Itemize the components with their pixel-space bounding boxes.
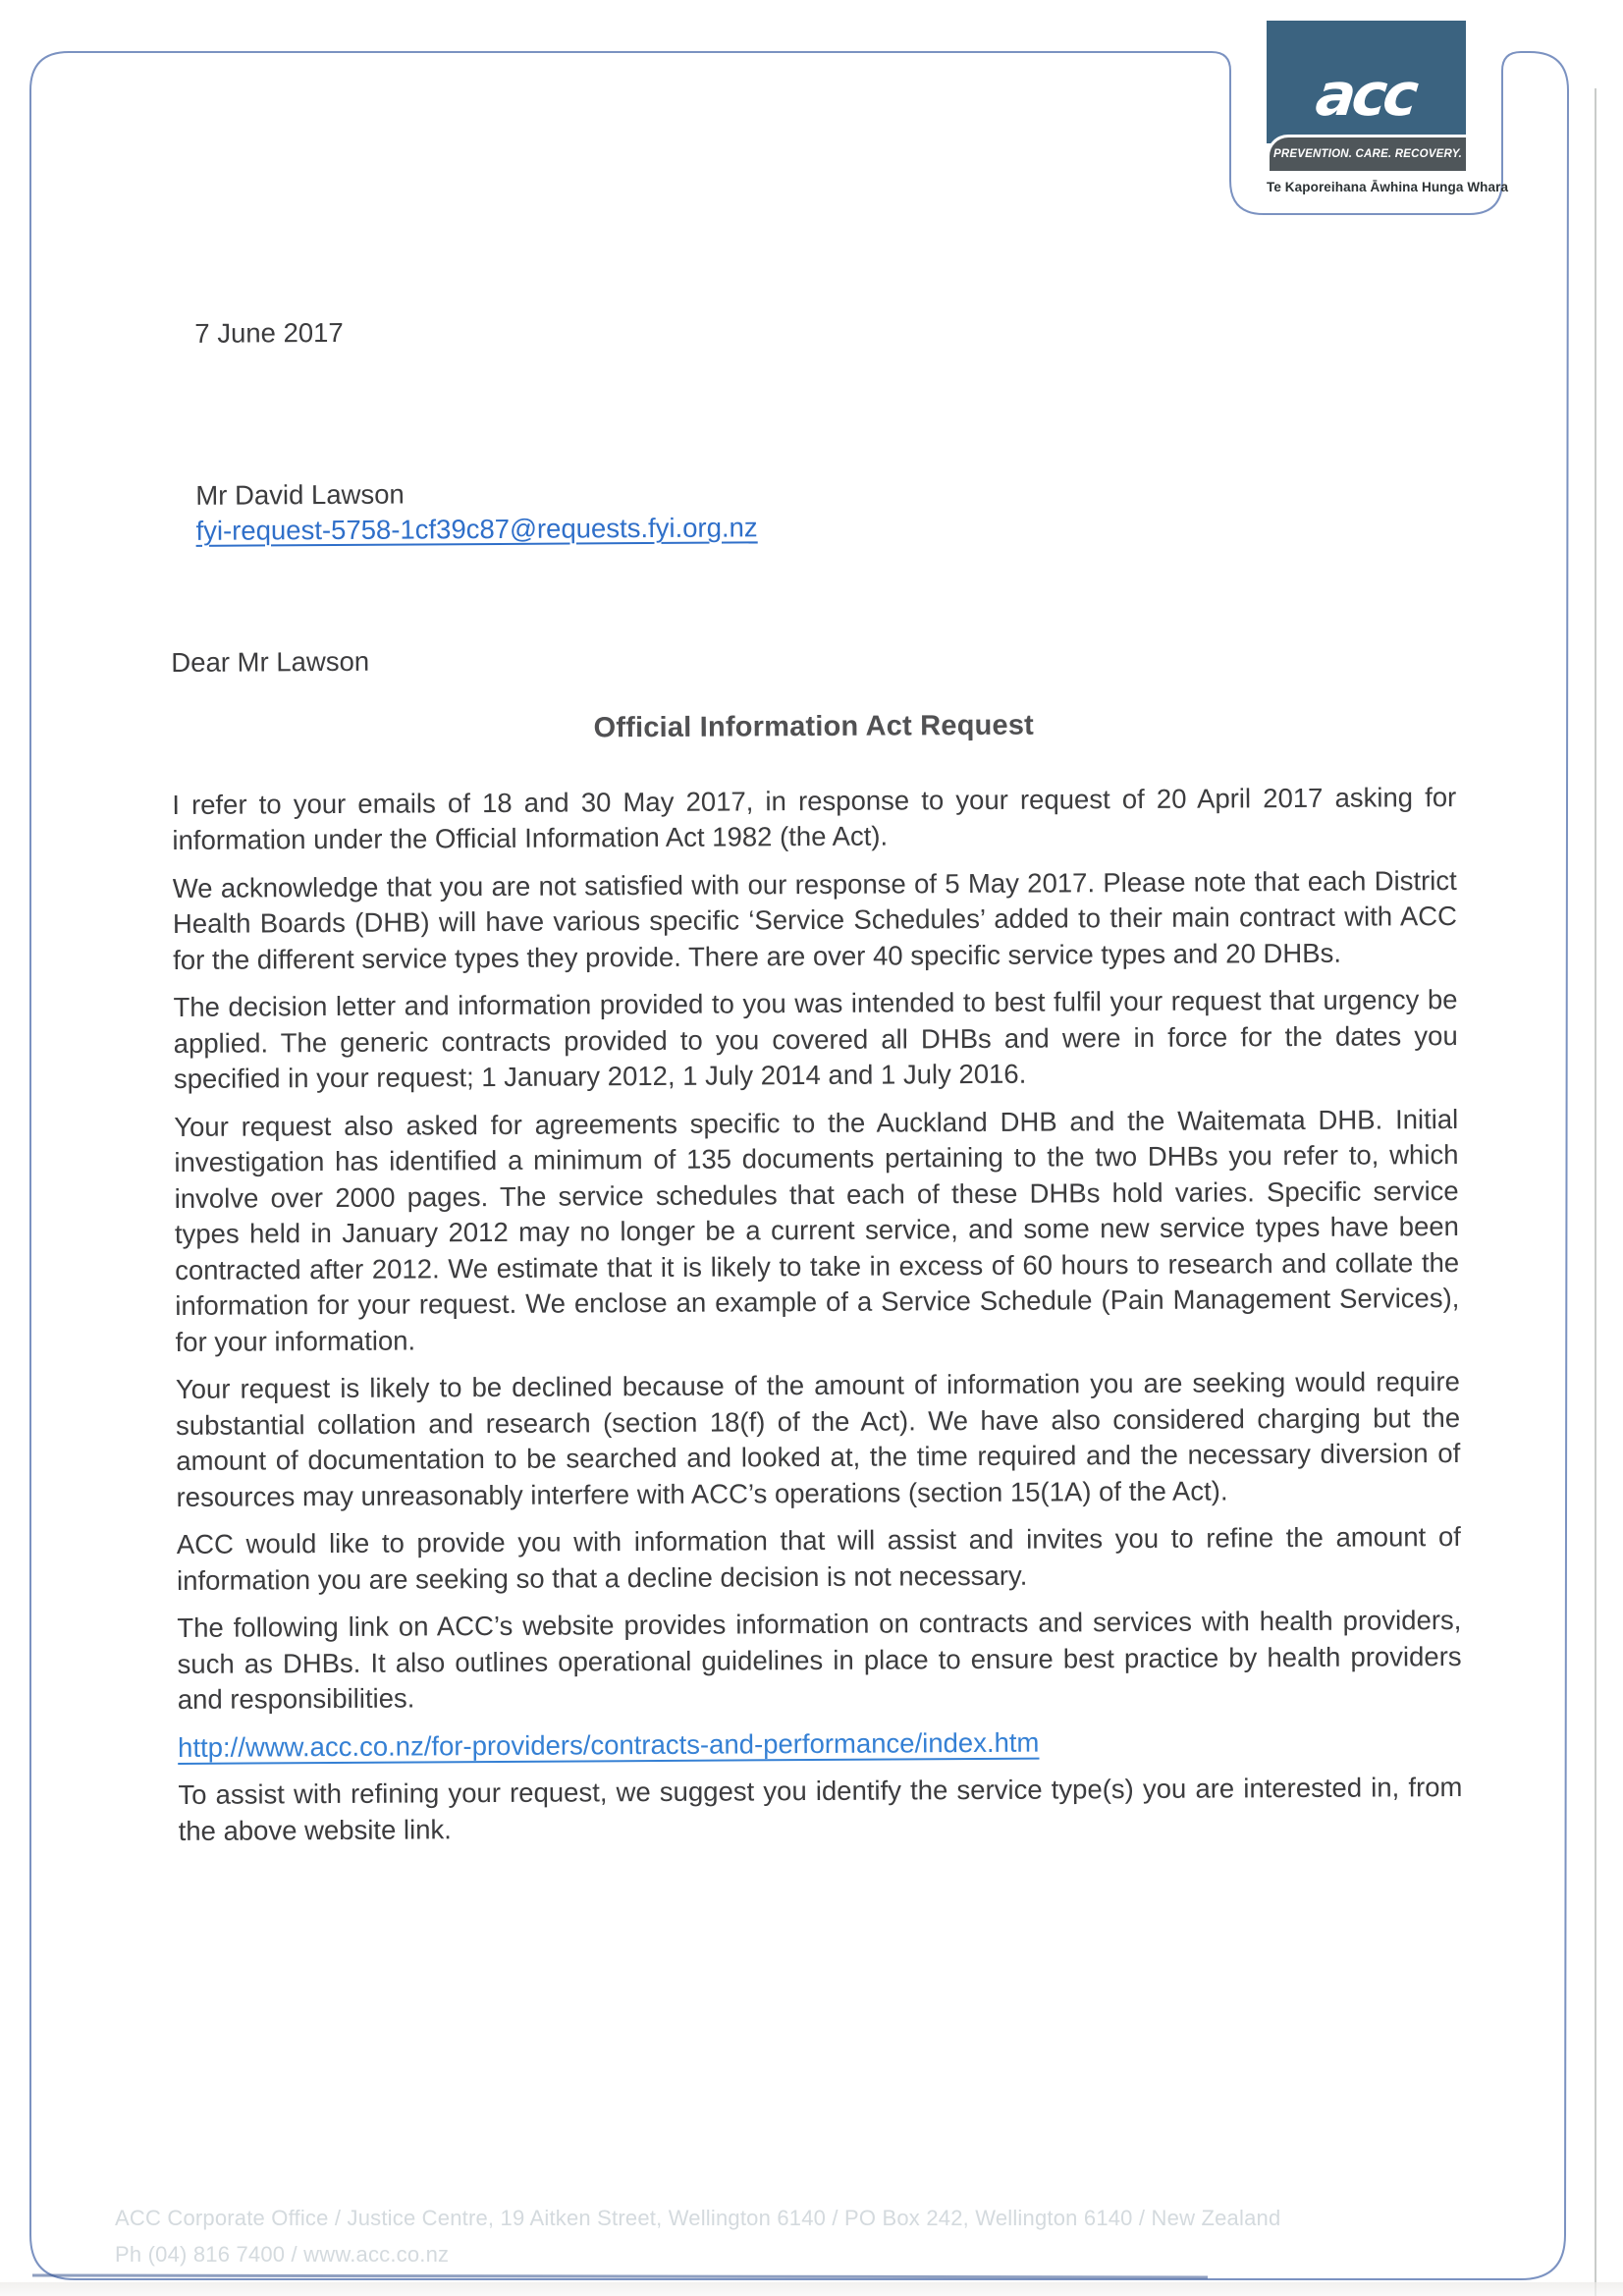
letter-body <box>167 0 1462 1849</box>
paragraph-3: The decision letter and information provided to you was intended to best fulfil your request that urgency be applied. The generic contracts provided to you covered all DHBs and were in force for the dates you specified in your request; 1 January 2012, 1 July 2014 and 1 July 2016. <box>173 984 1458 1094</box>
paragraph-8: To assist with refining your request, we suggest you identify the service type(s) you are interested in, from the above website link. <box>178 1771 1463 1846</box>
letter-date: 7 June 2017 <box>194 316 344 349</box>
subject-heading: Official Information Act Request <box>593 709 1035 744</box>
footer-address-line: ACC Corporate Office / Justice Centre, 19 Aitken Street, Wellington 6140 / PO Box 242, Wellington 6140 / New Zealand <box>115 2206 1281 2230</box>
recipient-block <box>195 470 1454 550</box>
recipient-name: Mr David Lawson <box>195 478 405 511</box>
website-link-row <box>178 1722 1462 1765</box>
paragraph-2: We acknowledge that you are not satisfied with our response of 5 May 2017. Please note that each District Health Boards (DHB) will have various specific ‘Service Schedules’ added to their main contract with ACC for the different service types they provide. There are over 40 specific service types and 20 DHBs. <box>172 864 1458 975</box>
scan-artifact-line <box>1595 88 1596 2296</box>
salutation: Dear Mr Lawson <box>171 645 370 678</box>
paragraph-1: I refer to your emails of 18 and 30 May 2017, in response to your request of 20 April 2017 asking for information under the Official Information Act 1982 (the Act). <box>172 781 1457 855</box>
paragraph-7: The following link on ACC’s website provides information on contracts and services with health providers, such as DHBs. It also outlines operational guidelines in place to ensure best practice by health providers and responsibilities. <box>177 1604 1462 1715</box>
paragraph-5: Your request is likely to be declined because of the amount of information you are seeking would require substantial collation and research (section 18(f) of the Act). We have also considered charging but the amount of documentation to be searched and looked at, the time required and the necessary diversion of resources may unreasonably interfere with ACC’s operations (section 15(1A) of the Act). <box>175 1365 1461 1512</box>
recipient-email-link[interactable]: fyi-request-5758-1cf39c87@requests.fyi.org.nz <box>195 512 758 546</box>
footer-contact-line: Ph (04) 816 7400 / www.acc.co.nz <box>115 2242 450 2267</box>
scan-bottom-smudge <box>0 2282 1623 2296</box>
footer <box>115 2200 1280 2272</box>
paragraph-6: ACC would like to provide you with information that will assist and invites you to refine the amount of information you are seeking so that a decline decision is not necessary. <box>176 1520 1461 1596</box>
acc-tagline-text: PREVENTION. CARE. RECOVERY. <box>1273 148 1462 160</box>
paragraph-4: Your request also asked for agreements specific to the Auckland DHB and the Waitemata DHB. Initial investigation has identified a minimum of 135 documents pertaining to the two DHBs you refer to, which involve over 2000 pages. The service schedules that each of these DHBs hold varies. Specific service types held in January 2012 may no longer be a current service, and some new service types have been contracted after 2012. We estimate that it is likely to take in excess of 60 hours to research and collate the information for your request. We enclose an example of a Service Schedule (Pain Management Services), for your information. <box>174 1103 1460 1357</box>
acc-website-link[interactable]: http://www.acc.co.nz/for-providers/contracts-and-performance/index.htm <box>178 1726 1040 1763</box>
acc-maori-name: Te Kaporeihana Āwhina Hunga Whara <box>1267 180 1509 194</box>
acc-logo-text: acc <box>1312 60 1418 130</box>
